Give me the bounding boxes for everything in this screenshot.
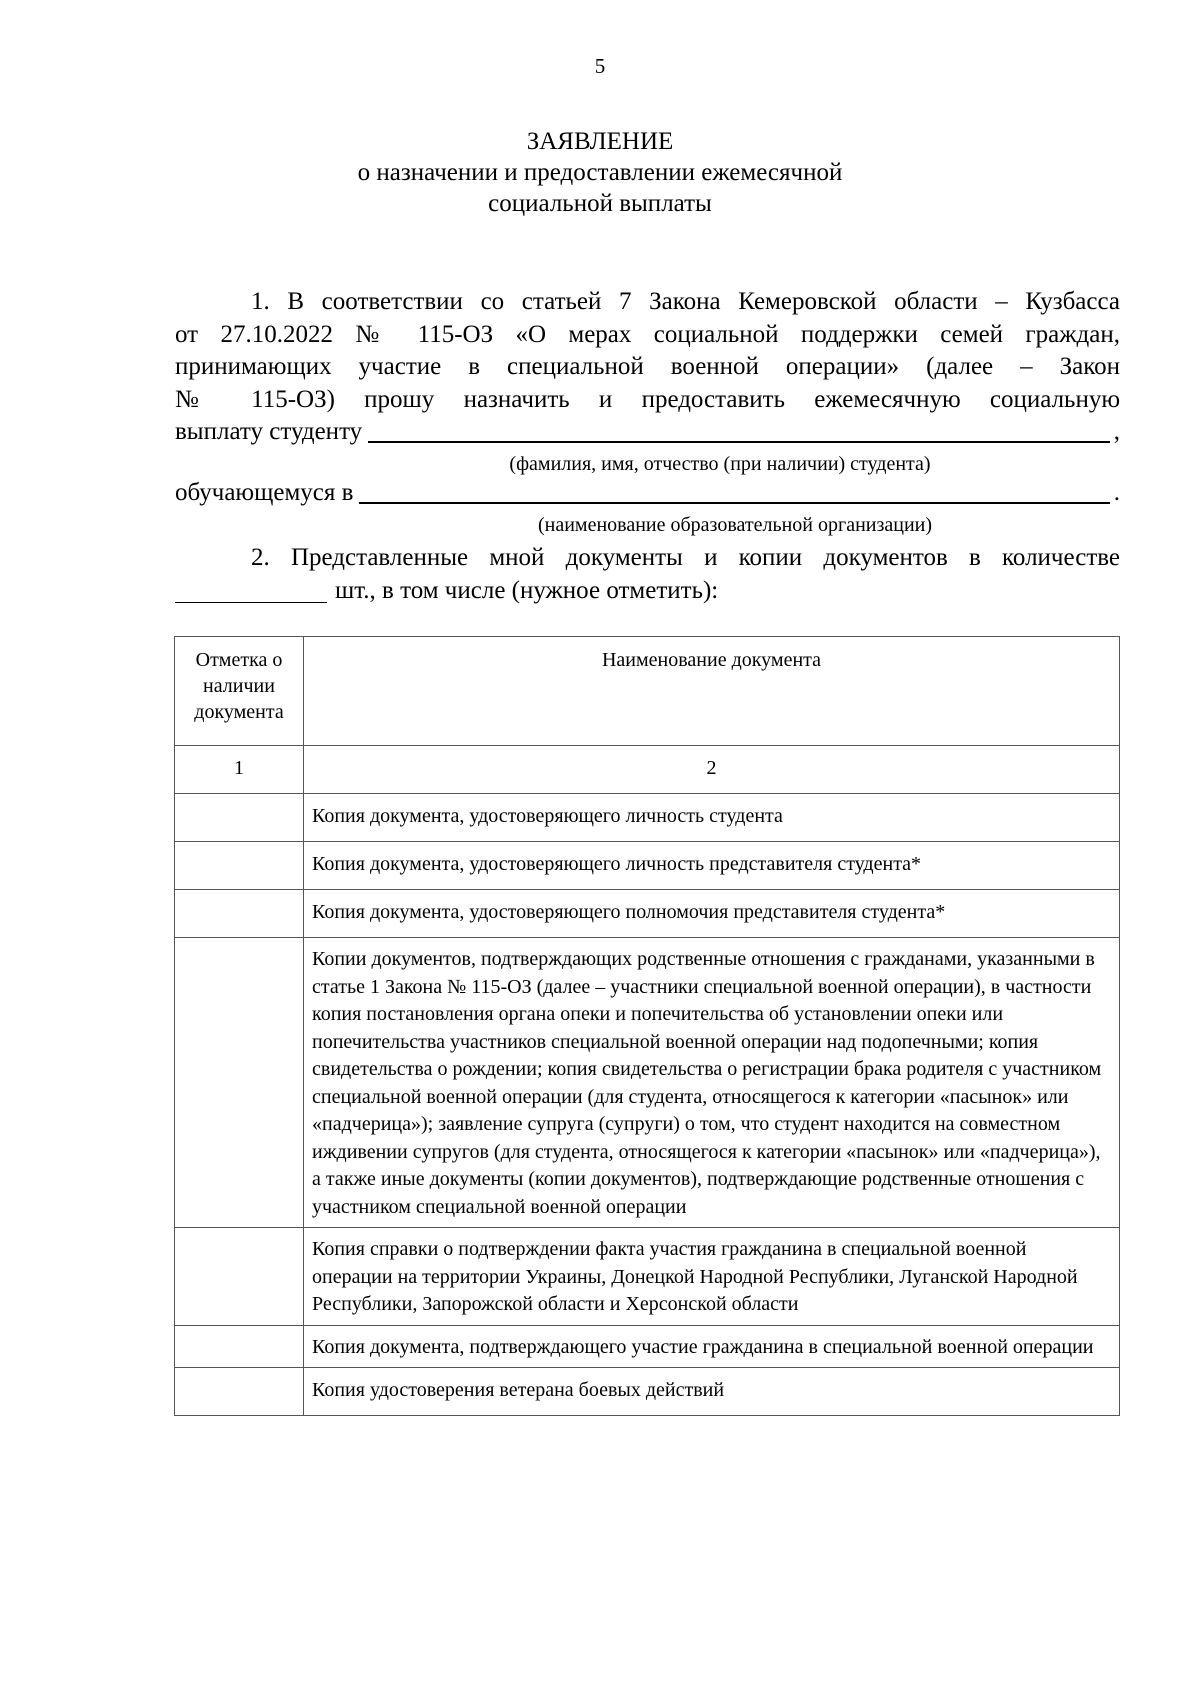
paragraph-2-line-1: 2. Представленные мной документы и копии документов в количестве — [251, 544, 1120, 571]
organization-line-period: . — [1113, 479, 1120, 506]
document-name-cell: Копия документа, удостоверяющего личность представителя студента* — [304, 842, 1120, 890]
title-line-1: ЗАЯВЛЕНИЕ — [526, 128, 674, 155]
table-row — [175, 842, 1120, 890]
table-row — [175, 938, 1120, 1228]
mark-cell[interactable] — [175, 794, 304, 842]
student-name-hint: (фамилия, имя, отчество (при наличии) студента) — [509, 453, 931, 475]
mark-cell[interactable] — [175, 842, 304, 890]
document-title — [0, 126, 1200, 219]
paragraph-1-line-1: 1. В соответствии со статьей 7 Закона Кемеровской области – Кузбасса — [251, 288, 1120, 315]
student-line-comma: , — [1113, 418, 1120, 445]
page-number: 5 — [594, 54, 606, 78]
paragraph-2 — [175, 542, 1120, 607]
document-name-cell: Копия документа, подтверждающего участие гражданина в специальной военной операции — [304, 1325, 1120, 1368]
document-name-cell: Копия документа, удостоверяющего полномочия представителя студента* — [304, 890, 1120, 938]
organization-line — [175, 477, 1120, 509]
table-row — [175, 1368, 1120, 1416]
table-row — [175, 1228, 1120, 1326]
mark-cell[interactable] — [175, 1228, 304, 1326]
document-count-field[interactable] — [175, 578, 327, 603]
table-row — [175, 1325, 1120, 1368]
mark-cell[interactable] — [175, 938, 304, 1228]
document-name-cell: Копия справки о подтверждении факта участия гражданина в специальной военной операции на территории Украины, Донецкой Народной Республики, Луганской Народной Республики, Запорожской области и Херсонской области — [304, 1228, 1120, 1326]
student-name-line — [175, 416, 1120, 448]
header-mark-cell: Отметка о наличии документа — [175, 637, 304, 746]
mark-cell[interactable] — [175, 890, 304, 938]
document-name-cell: Копия удостоверения ветерана боевых действий — [304, 1368, 1120, 1416]
mark-cell[interactable] — [175, 1368, 304, 1416]
table-row — [175, 794, 1120, 842]
paragraph-1-line-4: № 115-ОЗ) прошу назначить и предоставить ежемесячную социальную — [175, 385, 1120, 413]
table-number-row — [175, 746, 1120, 794]
student-name-field[interactable] — [368, 419, 1110, 443]
table-header-row — [175, 637, 1120, 746]
document-name-cell: Копия документа, удостоверяющего личность студента — [304, 794, 1120, 842]
paragraph-2-line-2 — [175, 575, 1120, 608]
header-name-cell: Наименование документа — [304, 637, 1120, 746]
paragraph-1 — [175, 286, 1120, 416]
paragraph-1-line-2: от 27.10.2022 № 115-ОЗ «О мерах социальной поддержки семей граждан, — [175, 320, 1120, 348]
student-label: выплату студенту — [175, 418, 363, 445]
title-line-2: о назначении и предоставлении ежемесячной — [357, 159, 843, 186]
mark-cell[interactable] — [175, 1325, 304, 1368]
paragraph-1-line-3: принимающих участие в специальной военной операции» (далее – Закон — [175, 353, 1120, 380]
title-line-3: социальной выплаты — [488, 190, 712, 217]
organization-label: обучающемуся в — [175, 479, 354, 506]
organization-name-field[interactable] — [359, 480, 1109, 504]
documents-table — [174, 636, 1120, 1416]
column-number-1: 1 — [175, 746, 304, 794]
document-count-label: шт., в том числе (нужное отметить): — [335, 576, 719, 604]
organization-name-hint: (наименование образовательной организации) — [537, 514, 933, 536]
column-number-2: 2 — [304, 746, 1120, 794]
document-name-cell: Копии документов, подтверждающих родственные отношения с гражданами, указанными в статье 1 Закона № 115-ОЗ (далее – участники специальной военной операции), в частности копия постановления органа опеки и попечительства об установлении опеки или попечительства участников специальной военной операции над подопечными; копия свидетельства о рождении; копия свидетельства о регистрации брака родителя с участником специальной военной операции (для студента, относящегося к категории «пасынок» или «падчерица»); заявление супруга (супруги) о том, что студент находится на совместном иждивении супругов (для студента, относящегося к категории «пасынок» или «падчерица»), а также иные документы (копии документов), подтверждающие родственные отношения с участником специальной военной операции — [304, 938, 1120, 1228]
table-row — [175, 890, 1120, 938]
